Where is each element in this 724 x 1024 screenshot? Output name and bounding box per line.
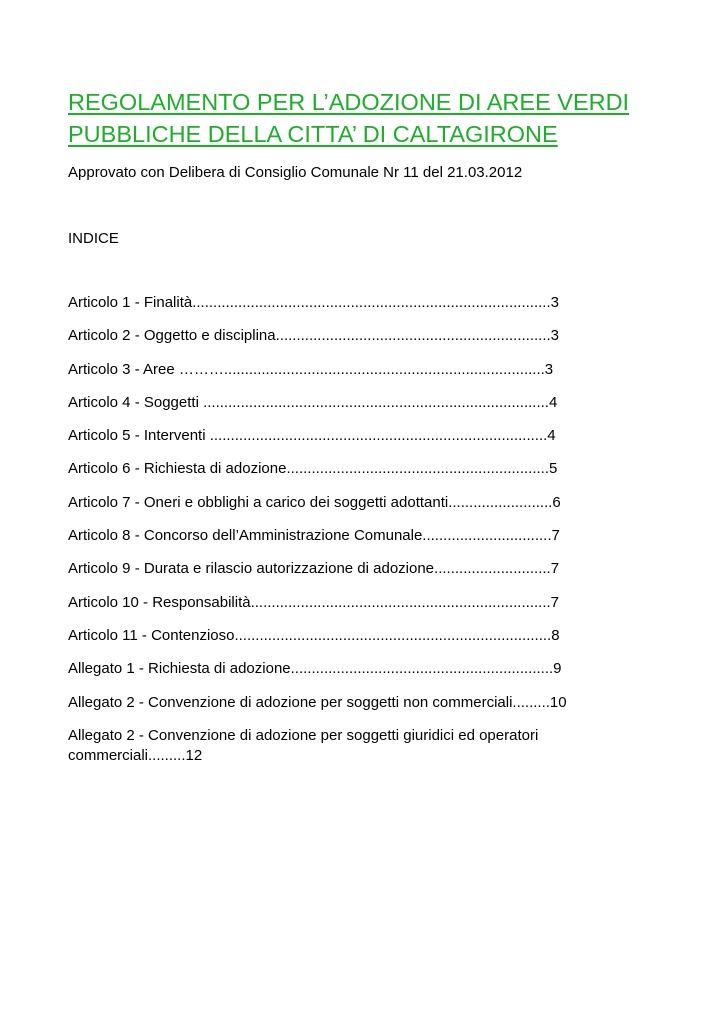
document-title-line-1: REGOLAMENTO PER L’ADOZIONE DI AREE VERDI	[68, 89, 630, 115]
table-of-contents	[68, 293, 608, 779]
index-heading: INDICE	[68, 230, 119, 247]
toc-entry-articolo-7: Articolo 7 - Oneri e obblighi a carico dei soggetti adottanti.........................6	[68, 493, 561, 511]
toc-entry-allegato-2-non-commerciali: Allegato 2 - Convenzione di adozione per soggetti non commerciali.........10	[68, 693, 567, 711]
toc-entry-allegato-1: Allegato 1 - Richiesta di adozione...............................................................9	[68, 660, 562, 678]
toc-entry-articolo-9: Articolo 9 - Durata e rilascio autorizzazione di adozione............................7	[68, 560, 560, 578]
toc-entry-articolo-6: Articolo 6 - Richiesta di adozione...............................................................5	[68, 460, 558, 478]
document-title	[68, 86, 668, 150]
toc-entry-articolo-5: Articolo 5 - Interventi .................................................................................4	[68, 427, 556, 445]
toc-entry-articolo-11: Articolo 11 - Contenzioso............................................................................8	[68, 626, 560, 644]
toc-entry-articolo-3: Articolo 3 - Aree ……….............................................................................3	[68, 360, 554, 378]
document-title-line-2: PUBBLICHE DELLA CITTA’ DI CALTAGIRONE	[68, 121, 558, 147]
toc-entry-articolo-2: Articolo 2 - Oggetto e disciplina..................................................................3	[68, 327, 560, 345]
toc-entry-allegato-2-commerciali: Allegato 2 - Convenzione di adozione per soggetti giuridici ed operatori commerciali.........12	[68, 726, 539, 764]
toc-entry-articolo-8: Articolo 8 - Concorso dell’Amministrazione Comunale...............................7	[68, 527, 560, 545]
toc-entry-articolo-1: Articolo 1 - Finalità......................................................................................3	[68, 294, 559, 311]
toc-entry-articolo-4: Articolo 4 - Soggetti ...................................................................................4	[68, 393, 558, 411]
toc-entry-articolo-10: Articolo 10 - Responsabilità........................................................................7	[68, 593, 559, 611]
approval-note: Approvato con Delibera di Consiglio Comunale Nr 11 del 21.03.2012	[68, 164, 523, 181]
